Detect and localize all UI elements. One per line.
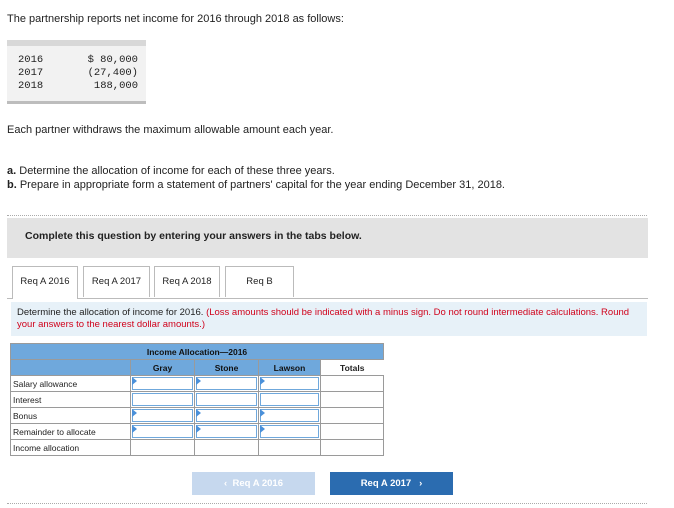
label-remainder: Remainder to allocate bbox=[11, 424, 131, 440]
col-lawson: Lawson bbox=[259, 360, 321, 376]
col-stone: Stone bbox=[195, 360, 259, 376]
total-bonus bbox=[321, 408, 384, 424]
input-remainder-gray[interactable] bbox=[131, 424, 195, 440]
row-remainder bbox=[11, 424, 384, 440]
header-blank bbox=[11, 360, 131, 376]
tab-divider bbox=[7, 298, 648, 299]
prev-button[interactable] bbox=[192, 472, 315, 495]
instruction-main: Determine the allocation of income for 2016. bbox=[17, 307, 204, 318]
label-interest: Interest bbox=[11, 392, 131, 408]
alloc-gray bbox=[131, 440, 195, 456]
input-salary-gray[interactable] bbox=[131, 376, 195, 392]
task-a-marker: a. bbox=[7, 165, 17, 177]
col-gray: Gray bbox=[131, 360, 195, 376]
input-salary-lawson[interactable] bbox=[259, 376, 321, 392]
instruction-note: (Loss amounts should be indicated with a minus sign. Do not round intermediate calculations. Round your answers to the nearest dollar amounts.) bbox=[17, 307, 630, 330]
total-interest bbox=[321, 392, 384, 408]
input-bonus-gray[interactable] bbox=[131, 408, 195, 424]
total-remainder bbox=[321, 424, 384, 440]
task-b-marker: b. bbox=[7, 179, 17, 191]
input-interest-gray[interactable] bbox=[131, 392, 195, 408]
amount-2017: (27,400) bbox=[87, 67, 138, 79]
amount-2016: $ 80,000 bbox=[87, 54, 138, 66]
input-interest-stone[interactable] bbox=[195, 392, 259, 408]
divider-top bbox=[7, 215, 647, 216]
row-bonus bbox=[11, 408, 384, 424]
next-button[interactable] bbox=[330, 472, 453, 495]
input-remainder-lawson[interactable] bbox=[259, 424, 321, 440]
tab-req-b[interactable]: Req B bbox=[225, 266, 294, 297]
row-allocation bbox=[11, 440, 384, 456]
intro-text: The partnership reports net income for 2016 through 2018 as follows: bbox=[7, 13, 344, 25]
income-allocation-table bbox=[10, 343, 384, 456]
year-2018: 2018 bbox=[18, 80, 44, 92]
tab-req-a-2016[interactable]: Req A 2016 bbox=[12, 266, 78, 299]
chevron-left-icon: ‹ bbox=[224, 478, 228, 489]
task-b bbox=[7, 178, 505, 192]
total-salary bbox=[321, 376, 384, 392]
chevron-right-icon: › bbox=[419, 478, 423, 489]
alloc-lawson bbox=[259, 440, 321, 456]
year-2016: 2016 bbox=[18, 54, 44, 66]
label-salary: Salary allowance bbox=[11, 376, 131, 392]
row-interest bbox=[11, 392, 384, 408]
col-totals: Totals bbox=[321, 360, 384, 376]
task-list bbox=[7, 164, 505, 192]
task-b-text: Prepare in appropriate form a statement of partners' capital for the year ending December 31, 2018. bbox=[19, 179, 505, 191]
withdraw-text: Each partner withdraws the maximum allowable amount each year. bbox=[7, 124, 334, 136]
amount-2018: 188,000 bbox=[93, 80, 138, 92]
alloc-stone bbox=[195, 440, 259, 456]
label-bonus: Bonus bbox=[11, 408, 131, 424]
alloc-total bbox=[321, 440, 384, 456]
input-interest-lawson[interactable] bbox=[259, 392, 321, 408]
divider-bottom bbox=[7, 503, 647, 504]
tab-req-a-2017[interactable]: Req A 2017 bbox=[83, 266, 150, 297]
task-a-text: Determine the allocation of income for each of these three years. bbox=[19, 165, 335, 177]
input-bonus-lawson[interactable] bbox=[259, 408, 321, 424]
table-title: Income Allocation—2016 bbox=[11, 344, 384, 360]
complete-banner: Complete this question by entering your answers in the tabs below. bbox=[7, 218, 648, 258]
input-salary-stone[interactable] bbox=[195, 376, 259, 392]
next-button-label: Req A 2017 bbox=[360, 478, 412, 489]
task-a bbox=[7, 164, 505, 178]
tab-req-a-2018[interactable]: Req A 2018 bbox=[154, 266, 220, 297]
prev-button-label: Req A 2016 bbox=[232, 478, 283, 489]
net-income-table bbox=[7, 40, 146, 104]
instruction-box bbox=[11, 302, 647, 336]
input-remainder-stone[interactable] bbox=[195, 424, 259, 440]
year-2017: 2017 bbox=[18, 67, 44, 79]
row-salary bbox=[11, 376, 384, 392]
input-bonus-stone[interactable] bbox=[195, 408, 259, 424]
label-allocation: Income allocation bbox=[11, 440, 131, 456]
